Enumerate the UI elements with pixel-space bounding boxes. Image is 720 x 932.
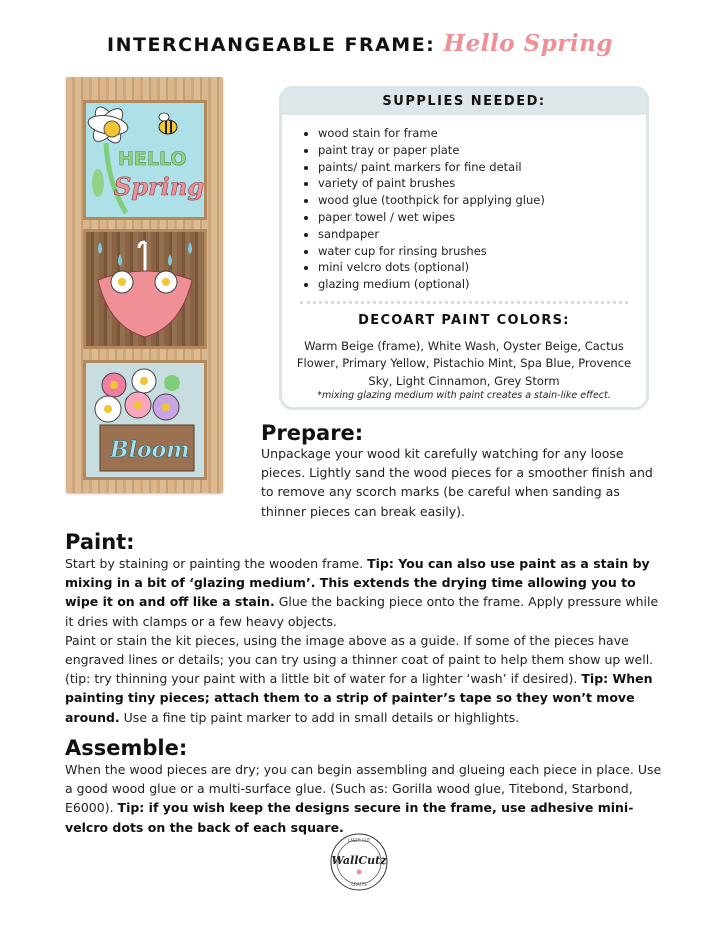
supplies-list [282,125,646,293]
umbrella-panel [83,229,207,349]
paint-heading: Paint: [65,530,135,554]
paint-p2-text: Paint or stain the kit pieces, using the image above as a guide. If some of the pieces have engraved lines or details; you can try using a thinner coat of paint to help them show up well. (tip: try thinning your paint with a little bit of water for a lighter ‘wash’ if desired). [65,632,654,687]
panel-bloom-text: Bloom [110,437,190,463]
title-main: INTERCHANGEABLE FRAME: [107,34,436,56]
supplies-heading: SUPPLIES NEEDED: [282,89,646,115]
flower-icon [357,870,362,875]
bloom-panel [83,360,207,480]
paint-p1-text: Start by staining or painting the wooden frame. [65,556,368,571]
page-title [0,30,720,57]
paint-section [65,554,665,727]
paint-p1-tip: Tip: You can also use paint as a stain by mixing in a bit of ‘glazing medium’. This extends the drying time allowing you to wipe it on and off like a stain. [65,556,650,610]
list-item: • wood glue (toothpick for applying glue) [318,192,646,209]
list-item: • variety of paint brushes [318,175,646,192]
assemble-heading: Assemble: [65,736,188,760]
list-item: • wood stain for frame [318,125,646,142]
logo-name: WallCutz [331,854,387,867]
list-item: • paper towel / wet wipes [318,209,646,226]
list-item: • water cup for rinsing brushes [318,243,646,260]
leaf-icon [92,169,104,197]
list-item: • paint tray or paper plate [318,142,646,159]
panel-spring-text: Spring [114,172,204,201]
list-item: • sandpaper [318,226,646,243]
paint-p2-tip: Tip: When painting tiny pieces; attach them to a strip of painter’s tape so they won’t move around. [65,671,653,725]
bee-icon [159,113,177,134]
paint-p2-text-end: Use a fine tip paint marker to add in small details or highlights. [119,709,520,725]
list-item: • paints/ paint markers for fine detail [318,159,646,176]
list-item: • mini velcro dots (optional) [318,259,646,276]
frame-illustration [66,77,223,493]
paint-colors-note: *mixing glazing medium with paint creates a stain-like effect. [317,390,611,402]
hello-spring-art [86,103,204,217]
title-script: Hello Spring [443,30,613,57]
assemble-section [65,760,665,837]
panel-hello-text: HELLO [118,148,187,170]
logo-ring-top: LASER CUT [347,838,371,843]
umbrella-art [86,232,204,346]
dotted-divider [300,301,628,304]
wallcutz-logo [329,832,389,892]
paint-p1-text-end: Glue the backing piece onto the frame. Apply pressure while it dries with clamps or a few heavy objects. [65,594,659,629]
hello-spring-panel [83,100,207,220]
prepare-text: Unpackage your wood kit carefully watching for any loose pieces. Lightly sand the wood pieces for a smoother finish and to remove any scorch marks (be careful when sanding as thinner pieces can break easily). [261,446,653,519]
supplies-box [279,86,649,410]
assemble-text: When the wood pieces are dry; you can begin assembling and glueing each piece in place. Use a good wood glue or a multi-surface glue. (Such as: Gorilla wood glue, Titebond, Starbond, E6000). [65,762,662,816]
paint-colors-text: Warm Beige (frame), White Wash, Oyster Beige, Cactus Flower, Primary Yellow, Pistachio Mint, Spa Blue, Provence Sky, Light Cinnamon, Grey Storm [296,338,632,388]
flower-icons [95,369,180,422]
logo-ring-bottom: CRAFTS [351,882,367,887]
paint-colors-heading: DECOART PAINT COLORS: [358,312,570,328]
prepare-heading: Prepare: [261,421,364,445]
list-item: • glazing medium (optional) [318,276,646,293]
assemble-tip: Tip: if you wish keep the designs secure in the frame, use adhesive mini-velcro dots on the back of each square. [65,800,634,835]
bloom-art [86,363,204,477]
daisy-icon [87,103,130,147]
